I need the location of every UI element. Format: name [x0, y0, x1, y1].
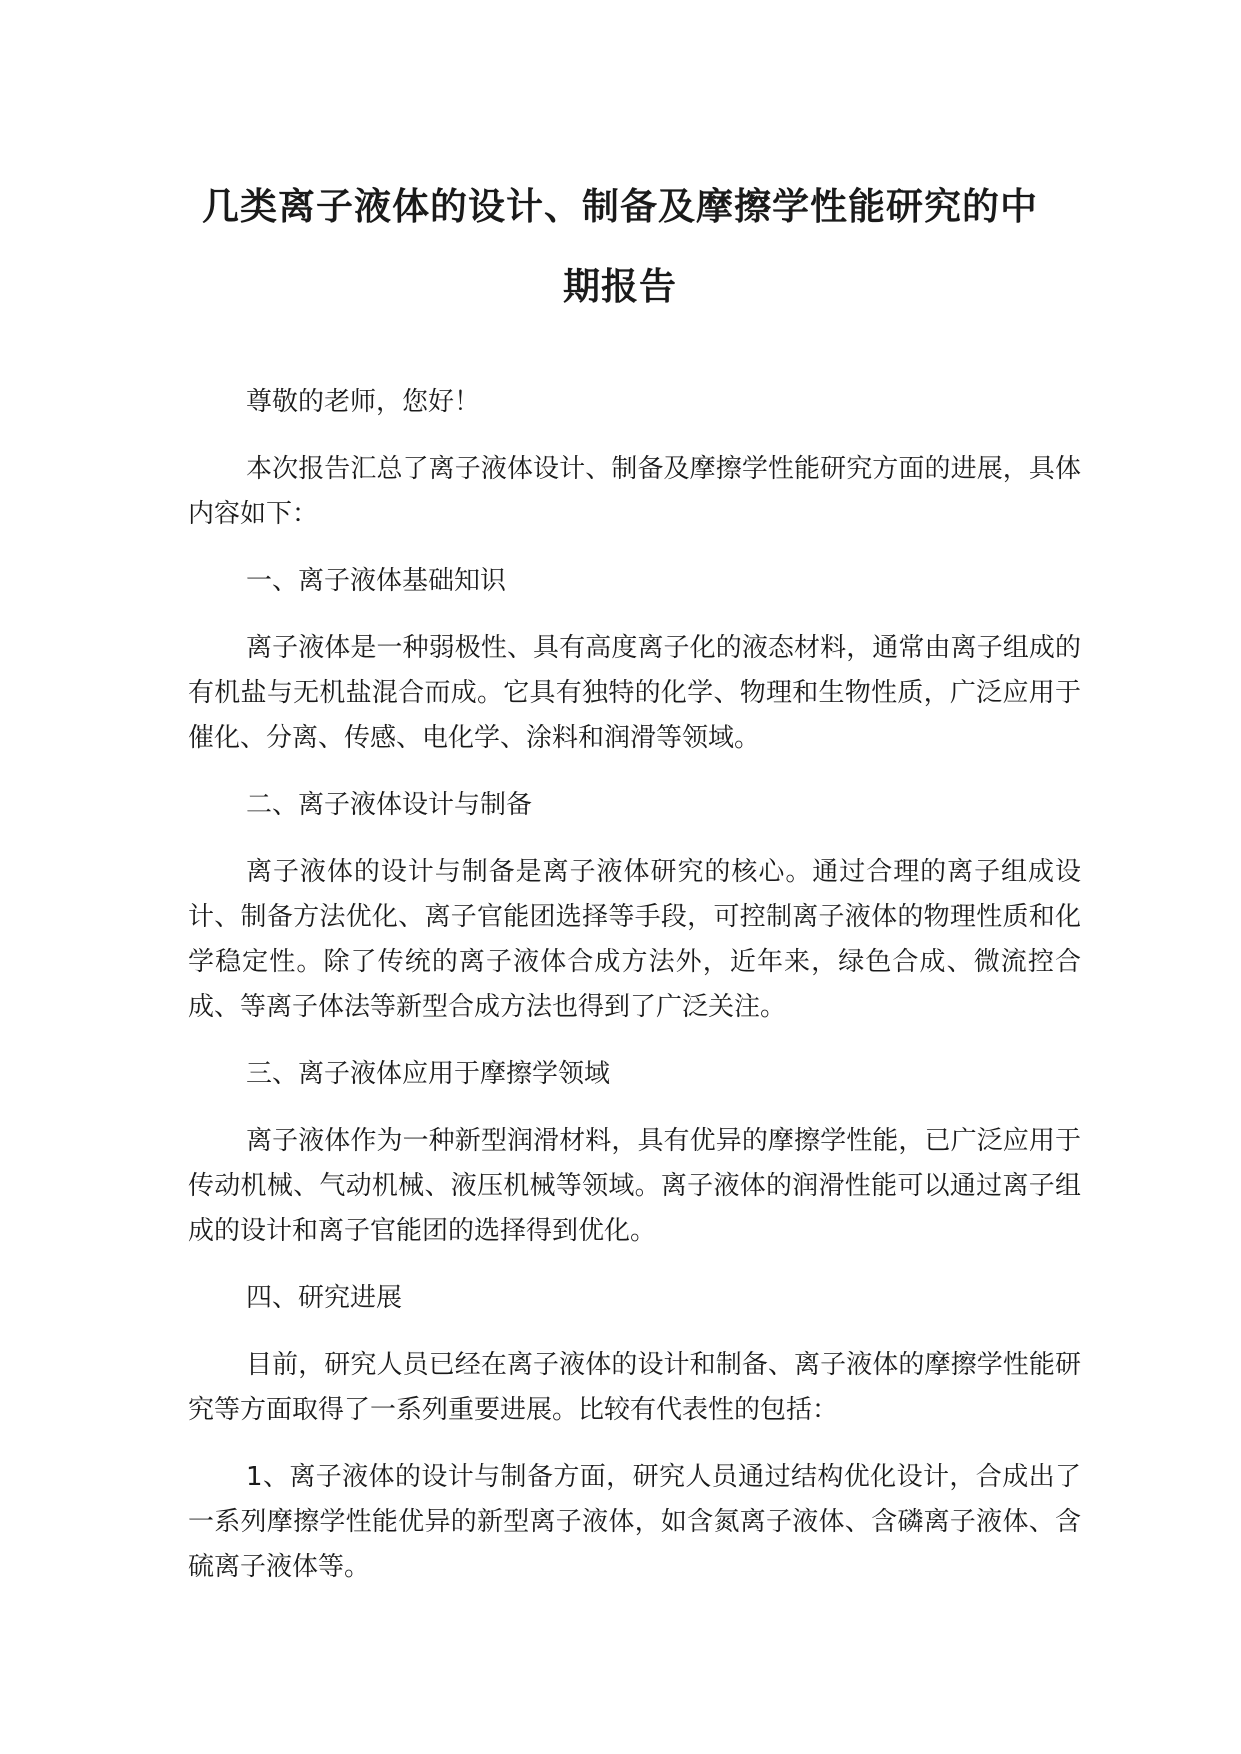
intro-paragraph: 本次报告汇总了离子液体设计、制备及摩擦学性能研究方面的进展，具体内容如下： [188, 454, 1081, 529]
section-paragraph-3: 离子液体作为一种新型润滑材料，具有优异的摩擦学性能，已广泛应用于传动机械、气动机械、液压机械等领域。离子液体的润滑性能可以通过离子组成的设计和离子官能团的选择得到优化。 [188, 1126, 1081, 1246]
section-paragraph-2: 离子液体的设计与制备是离子液体研究的核心。通过合理的离子组成设计、制备方法优化、离子官能团选择等手段，可控制离子液体的物理性质和化学稳定性。除了传统的离子液体合成方法外，近年来，绿色合成、微流控合成、等离子体法等新型合成方法也得到了广泛关注。 [188, 857, 1081, 1022]
greeting: 尊敬的老师，您好！ [246, 387, 481, 417]
document-body [188, 380, 1081, 1612]
document-title-line-1: 几类离子液体的设计、制备及摩擦学性能研究的中 [202, 185, 1038, 228]
section-heading-2: 二、离子液体设计与制备 [246, 790, 533, 820]
document-title-line-2: 期报告 [563, 265, 677, 308]
section-paragraph-1: 离子液体是一种弱极性、具有高度离子化的液态材料，通常由离子组成的有机盐与无机盐混合而成。它具有独特的化学、物理和生物性质，广泛应用于催化、分离、传感、电化学、涂料和润滑等领域。 [188, 633, 1081, 753]
section-heading-1: 一、离子液体基础知识 [246, 566, 507, 596]
progress-item-1: 1、离子液体的设计与制备方面，研究人员通过结构优化设计，合成出了一系列摩擦学性能优异的新型离子液体，如含氮离子液体、含磷离子液体、含硫离子液体等。 [188, 1462, 1081, 1582]
section-paragraph-4: 目前，研究人员已经在离子液体的设计和制备、离子液体的摩擦学性能研究等方面取得了一系列重要进展。比较有代表性的包括： [188, 1350, 1081, 1425]
section-heading-4: 四、研究进展 [246, 1283, 403, 1313]
section-heading-3: 三、离子液体应用于摩擦学领域 [246, 1059, 611, 1089]
